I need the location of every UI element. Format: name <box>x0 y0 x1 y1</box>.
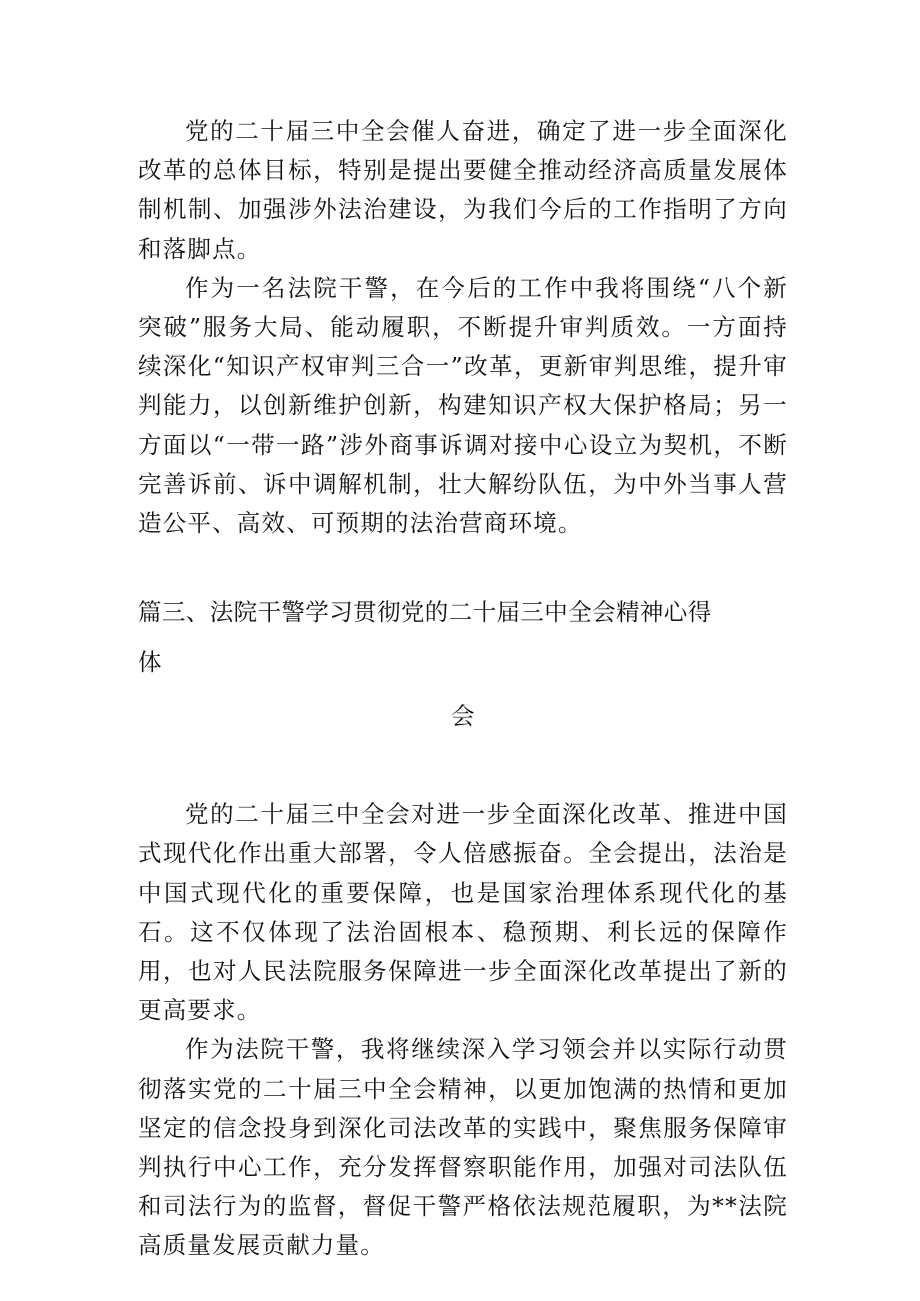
document-body <box>138 112 788 1266</box>
paragraph-a2: 作为一名法院干警，在今后的工作中我将围绕“八个新突破”服务大局、能动履职，不断提升审判质效。一方面持续深化“知识产权审判三合一”改革，更新审判思维，提升审判能力，以创新维护创新，构建知识产权大保护格局；另一方面以“一带一路”涉外商事诉调对接中心设立为契机，不断完善诉前、诉中调解机制，壮大解纷队伍，为中外当事人营造公平、高效、可预期的法治营商环境。 <box>138 273 788 538</box>
section-heading-line1: 篇三、法院干警学习贯彻党的二十届三中全会精神心得体 <box>138 598 712 677</box>
section-heading <box>138 587 788 741</box>
paragraph-b1: 党的二十届三中全会对进一步全面深化改革、推进中国式现代化作出重大部署，令人倍感振奋。全会提出，法治是中国式现代化的重要保障，也是国家治理体系现代化的基石。这不仅体现了法治固根本、稳预期、利长远的保障作用，也对人民法院服务保障进一步全面深化改革提出了新的更高要求。 <box>138 800 788 1025</box>
section-gap <box>138 741 788 795</box>
paragraph-a1: 党的二十届三中全会催人奋进，确定了进一步全面深化改革的总体目标，特别是提出要健全推动经济高质量发展体制机制、加强涉外法治建设，为我们今后的工作指明了方向和落脚点。 <box>138 117 788 263</box>
paragraph-b2: 作为法院干警，我将继续深入学习领会并以实际行动贯彻落实党的二十届三中全会精神，以更加饱满的热情和更加坚定的信念投身到深化司法改革的实践中，聚焦服务保障审判执行中心工作，充分发挥督察职能作用，加强对司法队伍和司法行为的监督，督促干警严格依法规范履职，为**法院高质量发展贡献力量。 <box>138 1035 788 1260</box>
section-heading-line2: 会 <box>451 702 475 731</box>
